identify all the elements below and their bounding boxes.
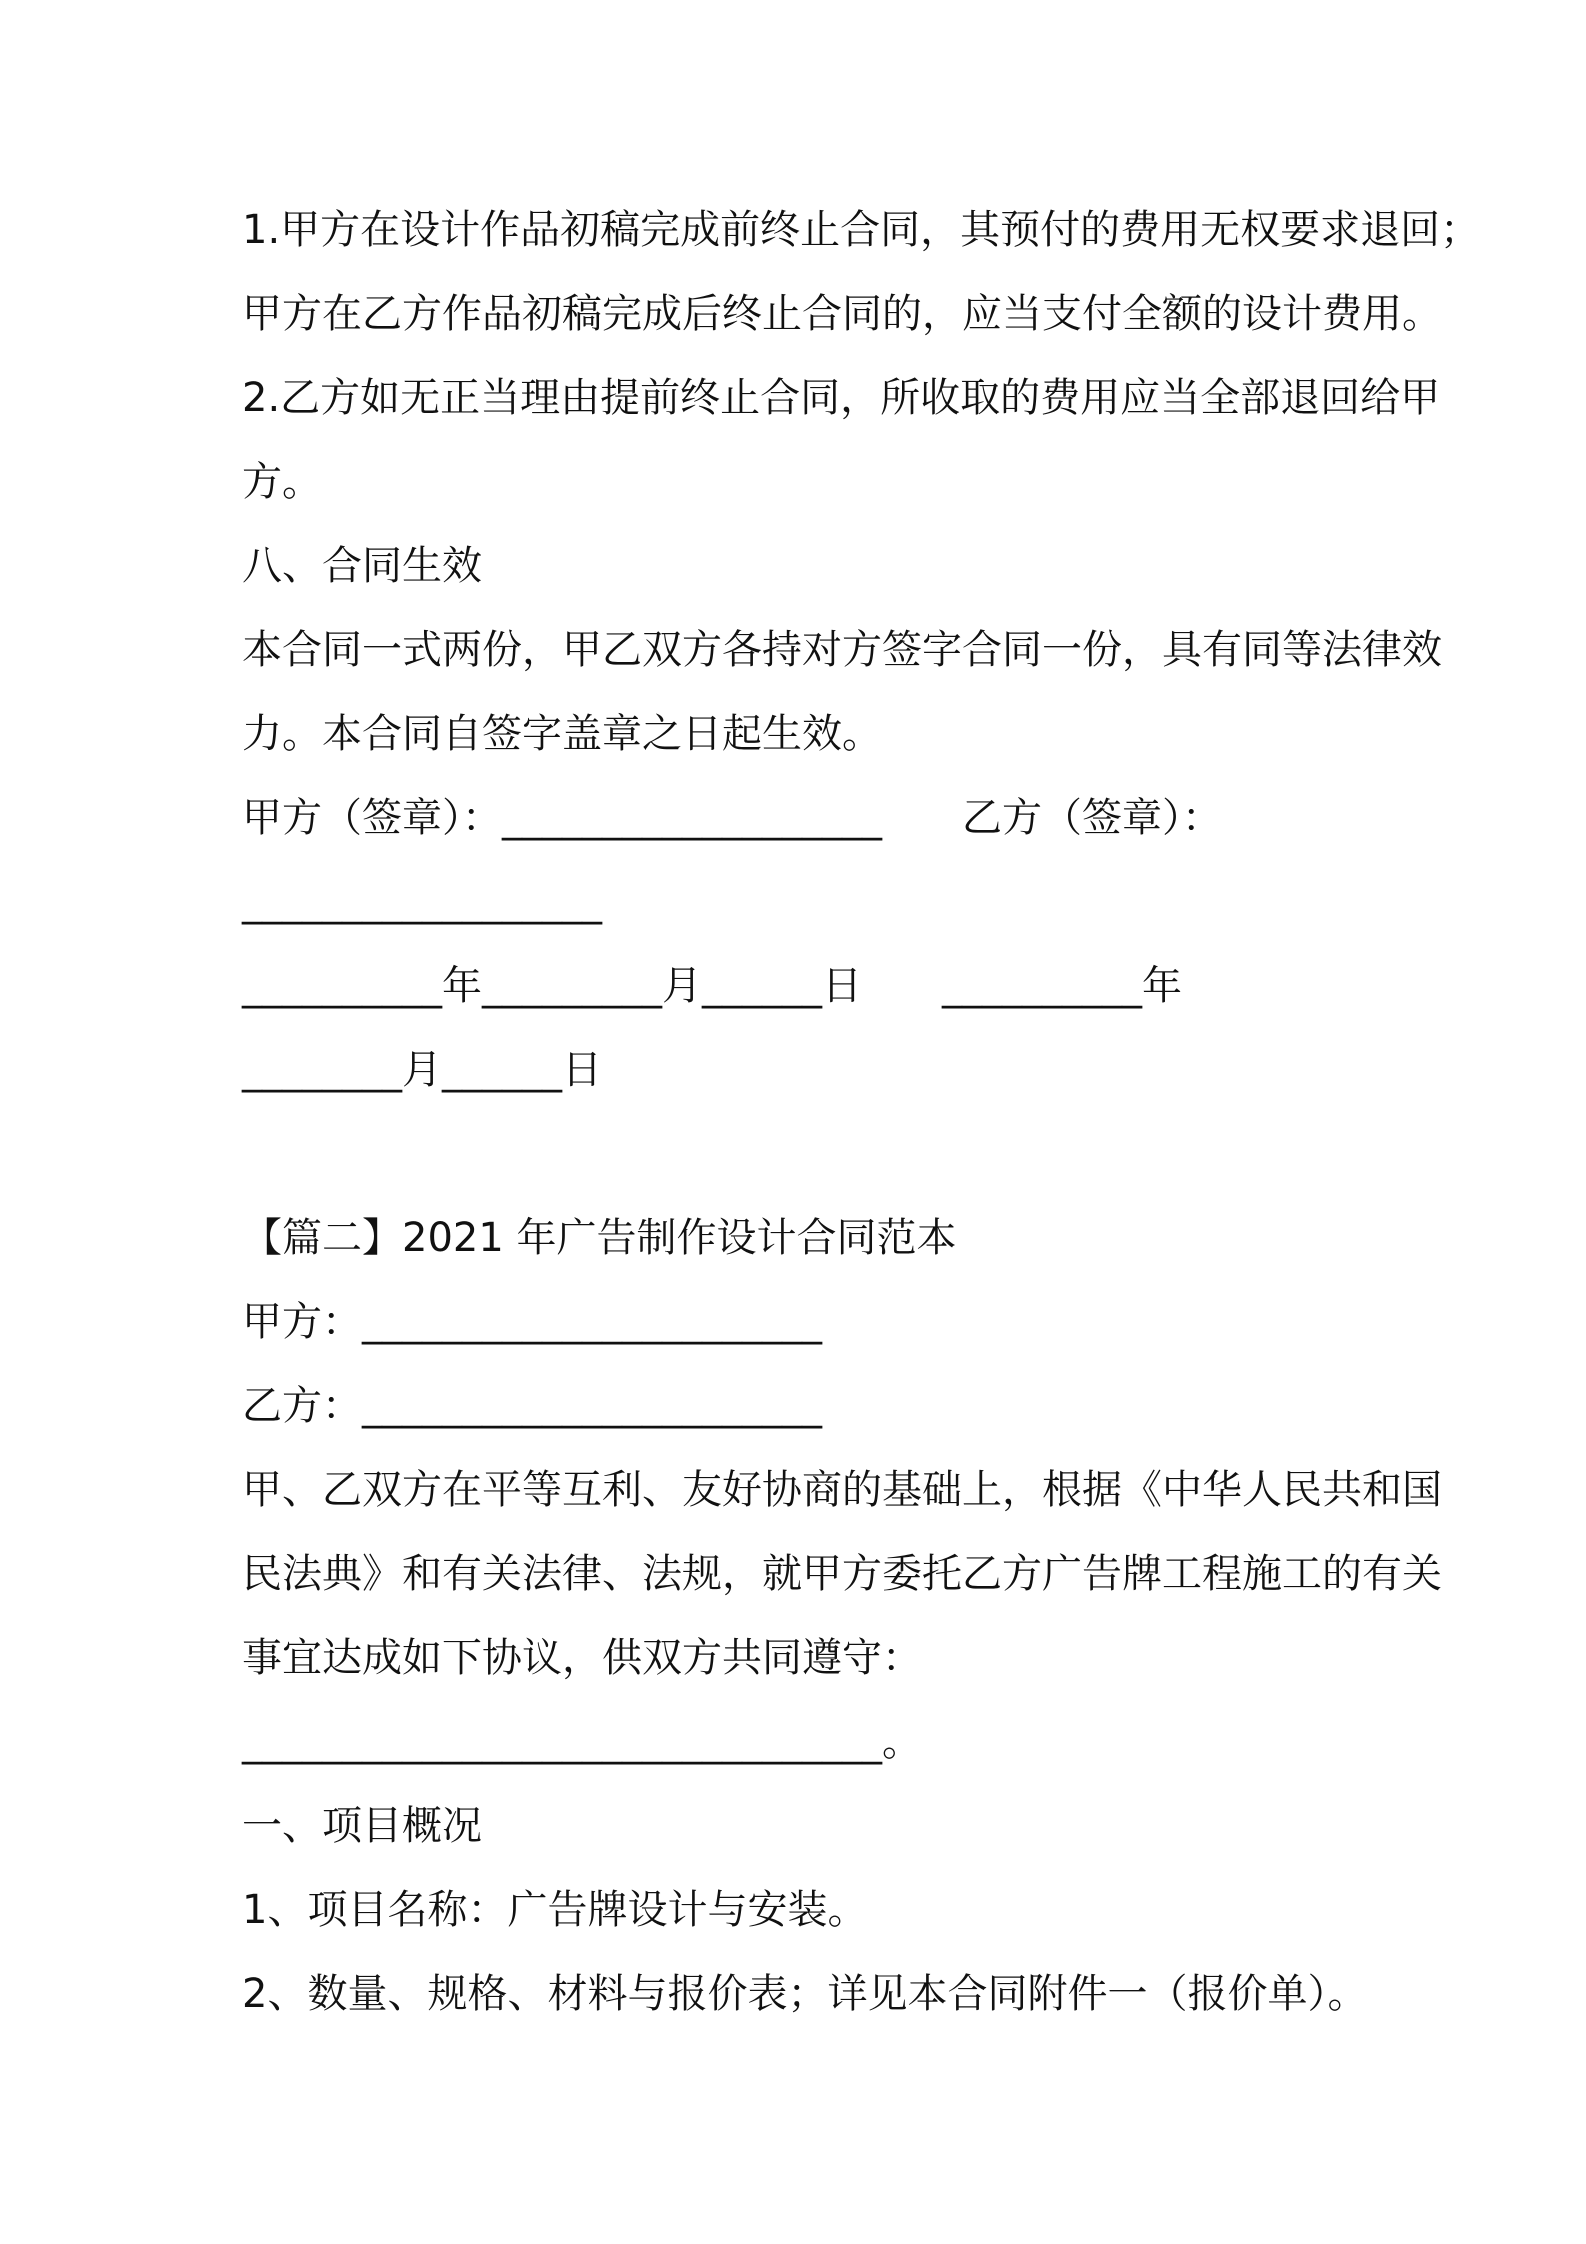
project-name: 1、项目名称：广告牌设计与安装。 (242, 1887, 868, 1933)
preamble-line-3: 事宜达成如下协议，供双方共同遵守： (242, 1635, 922, 1681)
preamble-blank: ________________________________。 (242, 1719, 922, 1765)
part-two-title: 【篇二】2021 年广告制作设计合同范本 (242, 1215, 957, 1261)
project-quantity-spec: 2、数量、规格、材料与报价表；详见本合同附件一（报价单）。 (242, 1971, 1368, 2017)
clause-8-line-2: 力。本合同自签字盖章之日起生效。 (242, 711, 882, 757)
preamble-line-1: 甲、乙双方在平等互利、友好协商的基础上，根据《中华人民共和国 (242, 1467, 1442, 1513)
clause-7-item-1-line-1: 1.甲方在设计作品初稿完成前终止合同，其预付的费用无权要求退回； (242, 207, 1481, 253)
date-line-2: ________月______日 (242, 1047, 602, 1093)
section-heading-8: 八、合同生效 (242, 543, 482, 589)
signature-blank: __________________ (242, 879, 602, 925)
clause-7-item-2-line-2: 方。 (242, 459, 322, 505)
clause-7-item-2-line-1: 2.乙方如无正当理由提前终止合同，所收取的费用应当全部退回给甲 (242, 375, 1441, 421)
clause-8-line-1: 本合同一式两份，甲乙双方各持对方签字合同一份，具有同等法律效 (242, 627, 1442, 673)
date-line-1: __________年_________月______日 __________年 (242, 963, 1182, 1009)
clause-7-item-1-line-2: 甲方在乙方作品初稿完成后终止合同的，应当支付全额的设计费用。 (242, 291, 1442, 337)
party-a-field: 甲方：_______________________ (242, 1299, 822, 1345)
party-b-field: 乙方：_______________________ (242, 1383, 822, 1429)
preamble-line-2: 民法典》和有关法律、法规，就甲方委托乙方广告牌工程施工的有关 (242, 1551, 1442, 1597)
signature-line: 甲方（签章）：___________________ 乙方（签章）： (242, 795, 1222, 841)
section-heading-1: 一、项目概况 (242, 1803, 482, 1849)
